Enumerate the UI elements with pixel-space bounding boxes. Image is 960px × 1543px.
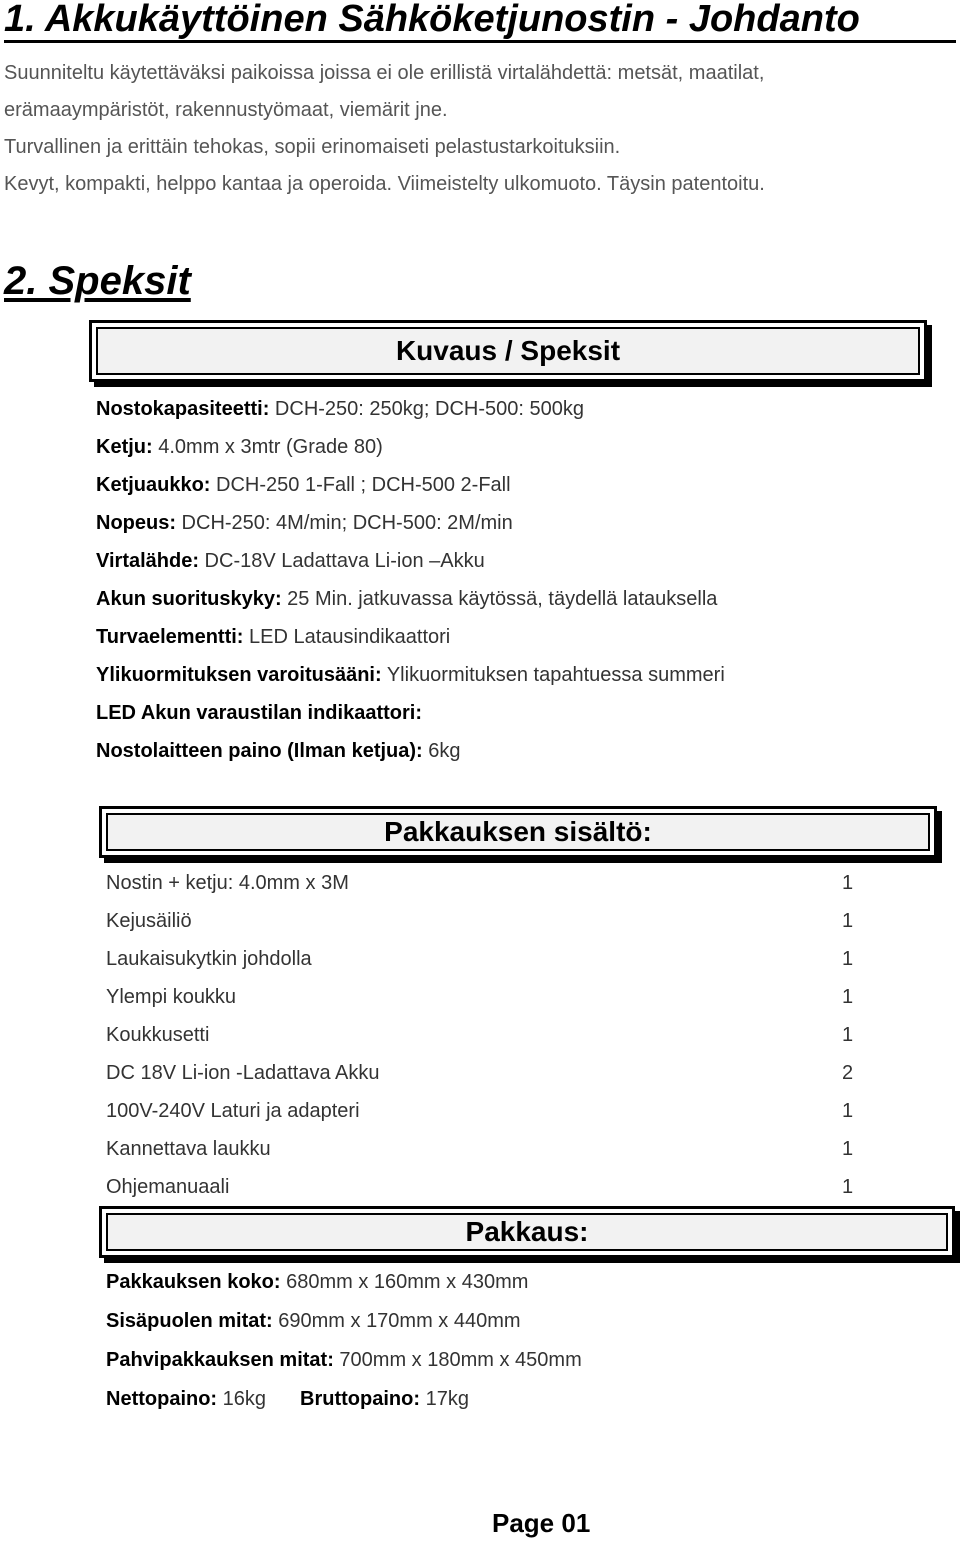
- item-name: Kejusäiliö: [106, 910, 192, 932]
- list-item: [106, 940, 866, 978]
- item-name: Ohjemanuaali: [106, 1176, 230, 1198]
- specs-list: [96, 390, 936, 770]
- list-item: [106, 1092, 866, 1130]
- spec-row: [96, 542, 936, 580]
- gross-weight-value: 17kg: [420, 1388, 469, 1410]
- pack-value: 680mm x 160mm x 430mm: [280, 1271, 529, 1293]
- pack-row: [106, 1263, 906, 1302]
- spec-label: Nopeus:: [96, 512, 176, 534]
- item-name: Laukaisukytkin johdolla: [106, 948, 312, 970]
- spec-row: [96, 466, 936, 504]
- item-name: Kannettava laukku: [106, 1138, 271, 1160]
- pack-row-weights: [106, 1380, 906, 1419]
- spec-row: [96, 428, 936, 466]
- contents-header: Pakkauksen sisältö:: [106, 813, 930, 851]
- intro-text: [4, 55, 944, 203]
- spec-row: [96, 618, 936, 656]
- packaging-header-box: [99, 1206, 955, 1258]
- intro-line: Suunniteltu käytettäväksi paikoissa joissa ei ole erillistä virtalähdettä: metsät, maatilat,: [4, 62, 765, 84]
- pack-value: 700mm x 180mm x 450mm: [333, 1349, 582, 1371]
- item-name: DC 18V Li-ion -Ladattava Akku: [106, 1062, 380, 1084]
- list-item: [106, 1168, 866, 1206]
- spec-label: Ketjuaukko:: [96, 474, 211, 496]
- spec-row: [96, 390, 936, 428]
- spec-value: DCH-250: 4M/min; DCH-500: 2M/min: [176, 512, 513, 534]
- item-qty: 1: [842, 948, 854, 970]
- spec-label: LED Akun varaustilan indikaattori:: [96, 702, 422, 724]
- spec-label: Ylikuormituksen varoitusääni:: [96, 664, 382, 686]
- item-name: 100V-240V Laturi ja adapteri: [106, 1100, 360, 1122]
- spec-value: 4.0mm x 3mtr (Grade 80): [152, 436, 383, 458]
- list-item: [106, 1130, 866, 1168]
- spec-row: [96, 656, 936, 694]
- page-number: Page 01: [492, 1508, 591, 1538]
- list-item: [106, 864, 866, 902]
- pack-row: [106, 1302, 906, 1341]
- spec-value: DC-18V Ladattava Li-ion –Akku: [199, 550, 485, 572]
- spec-row: [96, 580, 936, 618]
- item-qty: 1: [842, 1100, 854, 1122]
- specs-header: Kuvaus / Speksit: [96, 327, 920, 375]
- item-qty: 1: [842, 986, 854, 1008]
- spec-value: DCH-250: 250kg; DCH-500: 500kg: [269, 398, 584, 420]
- section-title-specs: 2. Speksit: [4, 259, 191, 303]
- spec-label: Turvaelementti:: [96, 626, 244, 648]
- spec-row: [96, 732, 936, 770]
- item-name: Nostin + ketju: 4.0mm x 3M: [106, 872, 349, 894]
- spec-value: 25 Min. jatkuvassa käytössä, täydellä latauksella: [281, 588, 718, 610]
- spec-row: [96, 694, 936, 732]
- specs-header-box: [89, 320, 927, 382]
- spec-label: Ketju:: [96, 436, 153, 458]
- net-weight-label: Nettopaino:: [106, 1388, 218, 1410]
- pack-value: 690mm x 170mm x 440mm: [272, 1310, 521, 1332]
- spec-value: Ylikuormituksen tapahtuessa summeri: [381, 664, 725, 686]
- item-qty: 2: [842, 1062, 854, 1084]
- item-qty: 1: [842, 910, 854, 932]
- pack-row: [106, 1341, 906, 1380]
- item-name: Koukkusetti: [106, 1024, 210, 1046]
- pack-label: Pakkauksen koko:: [106, 1271, 281, 1293]
- contents-header-box: [99, 806, 937, 858]
- spec-value: 6kg: [422, 740, 461, 762]
- intro-line: erämaaympäristöt, rakennustyömaat, viemärit jne.: [4, 99, 448, 121]
- intro-line: Kevyt, kompakti, helppo kantaa ja operoida. Viimeistelty ulkomuoto. Täysin patentoitu.: [4, 173, 765, 195]
- packaging-list: [106, 1263, 906, 1419]
- list-item: [106, 1016, 866, 1054]
- spec-label: Akun suorituskyky:: [96, 588, 282, 610]
- list-item: [106, 902, 866, 940]
- gross-weight-label: Bruttopaino:: [300, 1388, 421, 1410]
- list-item: [106, 978, 866, 1016]
- list-item: [106, 1054, 866, 1092]
- net-weight-value: 16kg: [217, 1388, 267, 1410]
- spec-value: LED Latausindikaattori: [243, 626, 451, 648]
- spec-value: DCH-250 1-Fall ; DCH-500 2-Fall: [210, 474, 511, 496]
- spec-label: Nostokapasiteetti:: [96, 398, 270, 420]
- intro-line: Turvallinen ja erittäin tehokas, sopii erinomaiseti pelastustarkoituksiin.: [4, 136, 621, 158]
- pack-label: Sisäpuolen mitat:: [106, 1310, 273, 1332]
- item-qty: 1: [842, 872, 854, 894]
- item-qty: 1: [842, 1176, 854, 1198]
- spec-label: Virtalähde:: [96, 550, 199, 572]
- packaging-header: Pakkaus:: [106, 1213, 948, 1251]
- pack-label: Pahvipakkauksen mitat:: [106, 1349, 334, 1371]
- spec-label: Nostolaitteen paino (Ilman ketjua):: [96, 740, 423, 762]
- page-title: 1. Akkukäyttöinen Sähköketjunostin - Johdanto: [4, 0, 956, 43]
- contents-list: [106, 864, 866, 1206]
- item-qty: 1: [842, 1024, 854, 1046]
- item-qty: 1: [842, 1138, 854, 1160]
- spec-row: [96, 504, 936, 542]
- item-name: Ylempi koukku: [106, 986, 237, 1008]
